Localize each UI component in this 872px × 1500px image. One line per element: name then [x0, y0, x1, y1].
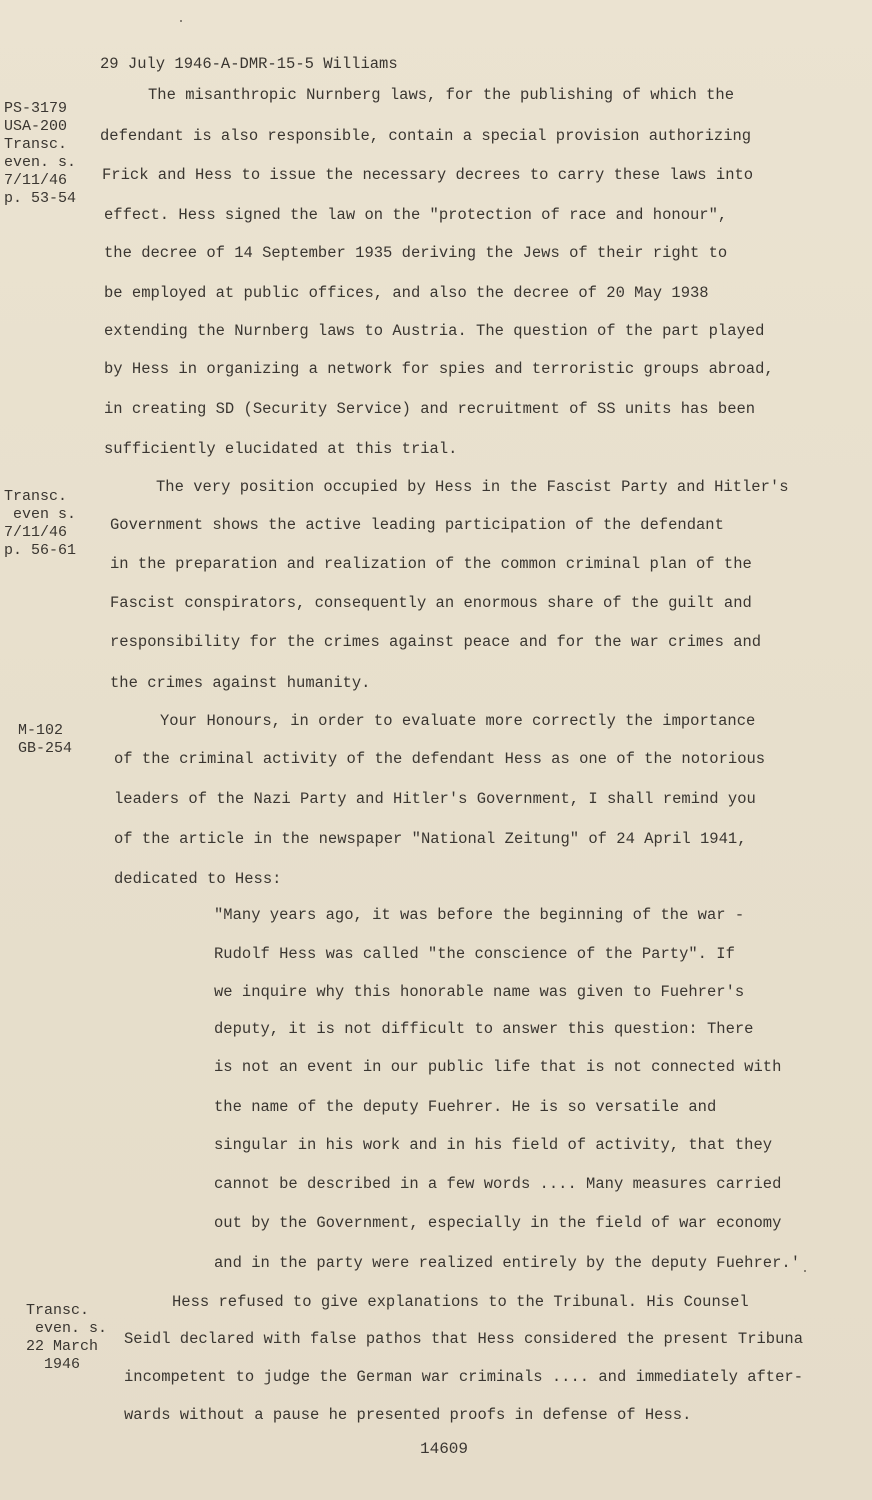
quote-line: we inquire why this honorable name was given to Fuehrer's — [214, 983, 745, 1001]
quote-line: out by the Government, especially in the field of war economy — [214, 1214, 782, 1232]
paragraph-5-line: Hess refused to give explanations to the Tribunal. His Counsel — [172, 1293, 749, 1311]
quote-line: is not an event in our public life that is not connected with — [214, 1058, 782, 1076]
quote-line: cannot be described in a few words .... Many measures carried — [214, 1175, 782, 1193]
paragraph-1-line: effect. Hess signed the law on the "protection of race and honour", — [104, 206, 728, 224]
paragraph-2-line: Government shows the active leading participation of the defendant — [110, 516, 724, 534]
quote-line: "Many years ago, it was before the beginning of the war - — [214, 906, 745, 924]
paragraph-3-line: leaders of the Nazi Party and Hitler's Government, I shall remind you — [114, 790, 756, 808]
paragraph-1-line: be employed at public offices, and also the decree of 20 May 1938 — [104, 284, 709, 302]
paragraph-5-line: Seidl declared with false pathos that Hess considered the present Tribuna — [124, 1330, 804, 1348]
paragraph-1-line: Frick and Hess to issue the necessary decrees to carry these laws into — [102, 166, 754, 184]
quote-line: deputy, it is not difficult to answer this question: There — [214, 1020, 754, 1038]
paper-speck — [804, 1270, 806, 1272]
quote-line: Rudolf Hess was called "the conscience of the Party". If — [214, 945, 735, 963]
margin-note-3: M-102 GB-254 — [18, 722, 73, 757]
paragraph-3-line: Your Honours, in order to evaluate more correctly the importance — [160, 712, 756, 730]
paragraph-5-line: incompetent to judge the German war criminals .... and immediately after- — [124, 1368, 804, 1386]
paragraph-1-line: The misanthropic Nurnberg laws, for the publishing of which the — [148, 86, 734, 104]
paragraph-1-line: the decree of 14 September 1935 deriving the Jews of their right to — [104, 244, 728, 262]
paragraph-1-line: by Hess in organizing a network for spies and terroristic groups abroad, — [104, 360, 774, 378]
page-header: 29 July 1946-A-DMR-15-5 Williams — [100, 55, 398, 73]
paragraph-2-line: The very position occupied by Hess in the Fascist Party and Hitler's — [156, 478, 789, 496]
paragraph-3-line: of the article in the newspaper "National Zeitung" of 24 April 1941, — [114, 830, 747, 848]
quote-line: the name of the deputy Fuehrer. He is so versatile and — [214, 1098, 717, 1116]
paragraph-1-line: defendant is also responsible, contain a special provision authorizing — [100, 127, 752, 145]
paragraph-3-line: of the criminal activity of the defendant Hess as one of the notorious — [114, 750, 766, 768]
paragraph-2-line: Fascist conspirators, consequently an enormous share of the guilt and — [110, 594, 752, 612]
paper-speck — [180, 20, 182, 22]
paragraph-1-line: extending the Nurnberg laws to Austria. The question of the part played — [104, 322, 765, 340]
paragraph-1-line: in creating SD (Security Service) and recruitment of SS units has been — [104, 400, 756, 418]
paragraph-2-line: in the preparation and realization of the common criminal plan of the — [110, 555, 752, 573]
margin-note-2: Transc. even s. 7/11/46 p. 56-61 — [4, 488, 77, 559]
quote-line: singular in his work and in his field of activity, that they — [214, 1136, 773, 1154]
margin-note-1: PS-3179 USA-200 Transc. even. s. 7/11/46 p. 53-54 — [4, 100, 77, 207]
paragraph-5-line: wards without a pause he presented proofs in defense of Hess. — [124, 1406, 692, 1424]
paragraph-3-line: dedicated to Hess: — [114, 870, 282, 888]
page-number: 14609 — [420, 1440, 469, 1458]
paragraph-1-line: sufficiently elucidated at this trial. — [104, 440, 458, 458]
margin-note-4: Transc. even. s. 22 March 1946 — [26, 1302, 108, 1373]
paragraph-2-line: responsibility for the crimes against peace and for the war crimes and — [110, 633, 762, 651]
quote-line: and in the party were realized entirely by the deputy Fuehrer.' — [214, 1254, 800, 1272]
paragraph-2-line: the crimes against humanity. — [110, 674, 371, 692]
